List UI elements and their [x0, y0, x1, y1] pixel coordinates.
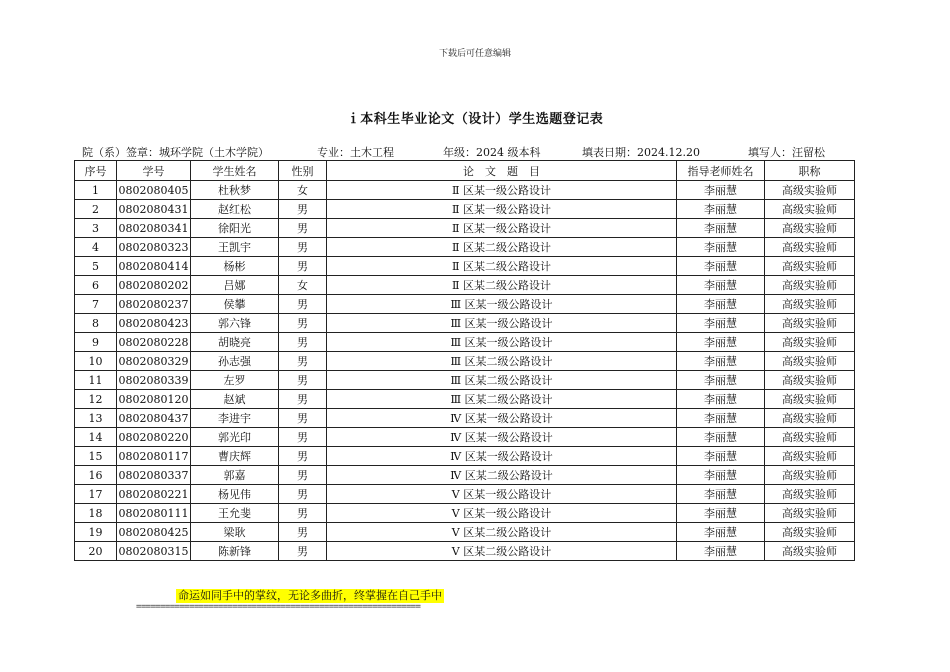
student-name-cell: 孙志强: [191, 352, 279, 371]
advisor-rank-cell: 高级实验师: [765, 181, 855, 200]
gender-cell: 男: [279, 371, 327, 390]
gender-cell: 男: [279, 447, 327, 466]
student-name-cell: 王允斐: [191, 504, 279, 523]
thesis-topic-cell: Ⅱ 区某二级公路设计: [327, 238, 677, 257]
table-row: [75, 523, 855, 542]
advisor-rank-cell: 高级实验师: [765, 523, 855, 542]
advisor-rank-cell: 高级实验师: [765, 504, 855, 523]
thesis-topic-cell: Ⅱ 区某二级公路设计: [327, 257, 677, 276]
advisor-rank-cell: 高级实验师: [765, 200, 855, 219]
table-header-row: [75, 161, 855, 181]
advisor-rank-cell: 高级实验师: [765, 314, 855, 333]
row-number-cell: 4: [75, 238, 117, 257]
row-number-cell: 2: [75, 200, 117, 219]
advisor-name-cell: 李丽慧: [677, 352, 765, 371]
student-id-cell: 0802080315: [117, 542, 191, 561]
advisor-rank-cell: 高级实验师: [765, 485, 855, 504]
student-name-cell: 侯攀: [191, 295, 279, 314]
advisor-rank-cell: 高级实验师: [765, 257, 855, 276]
fill-date: 填表日期：2024.12.20: [582, 146, 700, 159]
student-id-cell: 0802080237: [117, 295, 191, 314]
gender-cell: 男: [279, 542, 327, 561]
table-row: [75, 447, 855, 466]
gender-cell: 男: [279, 485, 327, 504]
filler-name: 填写人：汪留松: [748, 146, 825, 159]
thesis-topic-cell: Ⅲ 区某一级公路设计: [327, 295, 677, 314]
row-number-cell: 5: [75, 257, 117, 276]
row-number-cell: 10: [75, 352, 117, 371]
table-row: [75, 333, 855, 352]
advisor-name-cell: 李丽慧: [677, 314, 765, 333]
major-field: 专业：土木工程: [317, 146, 394, 159]
gender-cell: 男: [279, 352, 327, 371]
student-id-cell: 0802080111: [117, 504, 191, 523]
gender-cell: 男: [279, 295, 327, 314]
gender-cell: 男: [279, 390, 327, 409]
advisor-name-cell: 李丽慧: [677, 466, 765, 485]
gender-cell: 男: [279, 314, 327, 333]
student-name-cell: 郭六锋: [191, 314, 279, 333]
table-row: [75, 542, 855, 561]
table-row: [75, 466, 855, 485]
student-id-cell: 0802080437: [117, 409, 191, 428]
gender-cell: 男: [279, 219, 327, 238]
gender-cell: 男: [279, 428, 327, 447]
student-id-cell: 0802080339: [117, 371, 191, 390]
student-name-cell: 胡晓亮: [191, 333, 279, 352]
advisor-name-cell: 李丽慧: [677, 333, 765, 352]
student-name-cell: 杨彬: [191, 257, 279, 276]
student-name-cell: 李进宇: [191, 409, 279, 428]
table-row: [75, 181, 855, 200]
thesis-topic-cell: Ⅴ 区某二级公路设计: [327, 523, 677, 542]
advisor-rank-cell: 高级实验师: [765, 447, 855, 466]
thesis-topic-cell: Ⅲ 区某一级公路设计: [327, 314, 677, 333]
row-number-cell: 1: [75, 181, 117, 200]
thesis-topic-cell: Ⅱ 区某一级公路设计: [327, 200, 677, 219]
thesis-topic-cell: Ⅱ 区某一级公路设计: [327, 219, 677, 238]
advisor-rank-cell: 高级实验师: [765, 295, 855, 314]
gender-cell: 女: [279, 276, 327, 295]
gender-cell: 男: [279, 333, 327, 352]
header-no: 序号: [75, 161, 117, 181]
header-student-name: 学生姓名: [191, 161, 279, 181]
row-number-cell: 12: [75, 390, 117, 409]
motto-highlight: 命运如同手中的掌纹，无论多曲折，终掌握在自己手中: [178, 589, 442, 602]
advisor-name-cell: 李丽慧: [677, 390, 765, 409]
table-row: [75, 314, 855, 333]
table-row: [75, 352, 855, 371]
student-name-cell: 赵斌: [191, 390, 279, 409]
student-id-cell: 0802080323: [117, 238, 191, 257]
advisor-name-cell: 李丽慧: [677, 504, 765, 523]
student-name-cell: 杜秋梦: [191, 181, 279, 200]
thesis-topic-cell: Ⅳ 区某二级公路设计: [327, 466, 677, 485]
header-advisor: 指导老师姓名: [677, 161, 765, 181]
thesis-topic-cell: Ⅲ 区某二级公路设计: [327, 390, 677, 409]
thesis-topic-cell: Ⅲ 区某一级公路设计: [327, 333, 677, 352]
row-number-cell: 3: [75, 219, 117, 238]
student-name-cell: 王凯宇: [191, 238, 279, 257]
department-seal: 院（系）签章：城环学院（土木学院）: [82, 146, 269, 159]
advisor-rank-cell: 高级实验师: [765, 428, 855, 447]
student-id-cell: 0802080117: [117, 447, 191, 466]
thesis-topic-cell: Ⅲ 区某二级公路设计: [327, 352, 677, 371]
advisor-name-cell: 李丽慧: [677, 200, 765, 219]
gender-cell: 男: [279, 523, 327, 542]
advisor-rank-cell: 高级实验师: [765, 238, 855, 257]
thesis-topic-cell: Ⅴ 区某二级公路设计: [327, 542, 677, 561]
gender-cell: 男: [279, 257, 327, 276]
thesis-topic-cell: Ⅳ 区某一级公路设计: [327, 428, 677, 447]
table-row: [75, 504, 855, 523]
advisor-name-cell: 李丽慧: [677, 295, 765, 314]
row-number-cell: 20: [75, 542, 117, 561]
advisor-name-cell: 李丽慧: [677, 523, 765, 542]
advisor-name-cell: 李丽慧: [677, 485, 765, 504]
student-name-cell: 赵红松: [191, 200, 279, 219]
row-number-cell: 8: [75, 314, 117, 333]
gender-cell: 男: [279, 504, 327, 523]
student-name-cell: 陈新锋: [191, 542, 279, 561]
advisor-rank-cell: 高级实验师: [765, 219, 855, 238]
table-row: [75, 371, 855, 390]
advisor-name-cell: 李丽慧: [677, 409, 765, 428]
header-topic: 论 文 题 目: [327, 161, 677, 181]
advisor-rank-cell: 高级实验师: [765, 333, 855, 352]
student-name-cell: 郭嘉: [191, 466, 279, 485]
table-row: [75, 485, 855, 504]
advisor-rank-cell: 高级实验师: [765, 371, 855, 390]
thesis-topic-cell: Ⅴ 区某一级公路设计: [327, 504, 677, 523]
row-number-cell: 17: [75, 485, 117, 504]
row-number-cell: 19: [75, 523, 117, 542]
gender-cell: 男: [279, 466, 327, 485]
thesis-topic-cell: Ⅱ 区某二级公路设计: [327, 276, 677, 295]
table-row: [75, 409, 855, 428]
advisor-name-cell: 李丽慧: [677, 276, 765, 295]
gender-cell: 男: [279, 409, 327, 428]
advisor-name-cell: 李丽慧: [677, 428, 765, 447]
row-number-cell: 16: [75, 466, 117, 485]
advisor-rank-cell: 高级实验师: [765, 409, 855, 428]
table-row: [75, 257, 855, 276]
student-name-cell: 吕娜: [191, 276, 279, 295]
thesis-topic-cell: Ⅴ 区某一级公路设计: [327, 485, 677, 504]
row-number-cell: 13: [75, 409, 117, 428]
gender-cell: 女: [279, 181, 327, 200]
student-name-cell: 徐阳光: [191, 219, 279, 238]
row-number-cell: 9: [75, 333, 117, 352]
row-number-cell: 7: [75, 295, 117, 314]
thesis-topic-cell: Ⅱ 区某一级公路设计: [327, 181, 677, 200]
gender-cell: 男: [279, 238, 327, 257]
advisor-rank-cell: 高级实验师: [765, 390, 855, 409]
student-id-cell: 0802080202: [117, 276, 191, 295]
advisor-name-cell: 李丽慧: [677, 371, 765, 390]
advisor-rank-cell: 高级实验师: [765, 276, 855, 295]
table-row: [75, 276, 855, 295]
table-row: [75, 428, 855, 447]
student-id-cell: 0802080414: [117, 257, 191, 276]
advisor-name-cell: 李丽慧: [677, 542, 765, 561]
table-row: [75, 219, 855, 238]
row-number-cell: 18: [75, 504, 117, 523]
student-id-cell: 0802080221: [117, 485, 191, 504]
row-number-cell: 6: [75, 276, 117, 295]
gender-cell: 男: [279, 200, 327, 219]
advisor-name-cell: 李丽慧: [677, 257, 765, 276]
student-id-cell: 0802080431: [117, 200, 191, 219]
thesis-topic-cell: Ⅳ 区某一级公路设计: [327, 409, 677, 428]
form-title: ｉ本科生毕业论文（设计）学生选题登记表: [346, 112, 604, 127]
student-name-cell: 梁耿: [191, 523, 279, 542]
student-name-cell: 曹庆辉: [191, 447, 279, 466]
header-gender: 性别: [279, 161, 327, 181]
advisor-name-cell: 李丽慧: [677, 447, 765, 466]
advisor-name-cell: 李丽慧: [677, 219, 765, 238]
table-row: [75, 295, 855, 314]
header-student-id: 学号: [117, 161, 191, 181]
header-title-rank: 职称: [765, 161, 855, 181]
advisor-rank-cell: 高级实验师: [765, 466, 855, 485]
advisor-name-cell: 李丽慧: [677, 181, 765, 200]
student-id-cell: 0802080425: [117, 523, 191, 542]
student-name-cell: 郭光印: [191, 428, 279, 447]
thesis-topic-cell: Ⅲ 区某二级公路设计: [327, 371, 677, 390]
student-id-cell: 0802080220: [117, 428, 191, 447]
table-row: [75, 200, 855, 219]
row-number-cell: 14: [75, 428, 117, 447]
thesis-topic-cell: Ⅳ 区某一级公路设计: [327, 447, 677, 466]
student-name-cell: 左罗: [191, 371, 279, 390]
row-number-cell: 11: [75, 371, 117, 390]
advisor-rank-cell: 高级实验师: [765, 542, 855, 561]
advisor-rank-cell: 高级实验师: [765, 352, 855, 371]
student-id-cell: 0802080423: [117, 314, 191, 333]
student-id-cell: 0802080120: [117, 390, 191, 409]
form-info-row: [0, 144, 950, 160]
table-row: [75, 390, 855, 409]
student-name-cell: 杨见伟: [191, 485, 279, 504]
registration-table: [74, 160, 855, 561]
student-id-cell: 0802080329: [117, 352, 191, 371]
student-id-cell: 0802080341: [117, 219, 191, 238]
table-row: [75, 238, 855, 257]
student-id-cell: 0802080228: [117, 333, 191, 352]
student-id-cell: 0802080405: [117, 181, 191, 200]
advisor-name-cell: 李丽慧: [677, 238, 765, 257]
row-number-cell: 15: [75, 447, 117, 466]
download-note: 下载后可任意编辑: [438, 49, 511, 59]
student-id-cell: 0802080337: [117, 466, 191, 485]
grade-field: 年级：2024 级本科: [443, 146, 541, 159]
divider-line: ===========================================================: [136, 602, 421, 612]
